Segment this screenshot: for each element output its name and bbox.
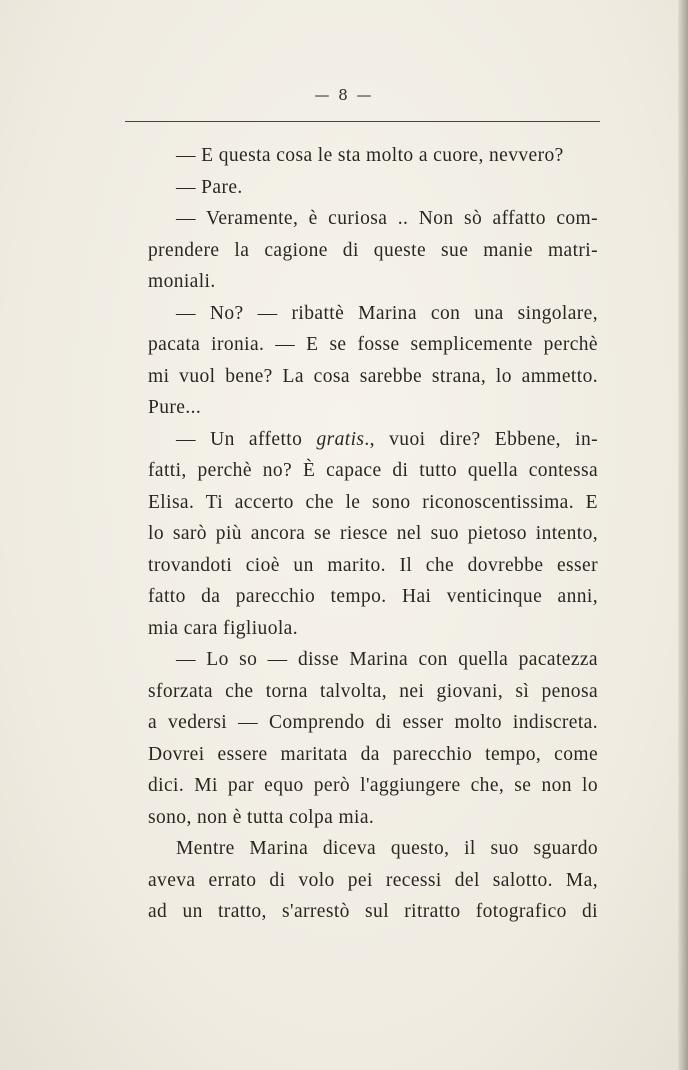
body-text (148, 140, 598, 928)
text-line: a vedersi — Comprendo di esser molto indiscreta. (148, 712, 598, 733)
text-line: sono, non è tutta colpa mia. (148, 806, 375, 828)
text-line: fatti, perchè no? È capace di tutto quella contessa (148, 460, 598, 481)
text-line: fatto da parecchio tempo. Hai venticinque anni, (148, 586, 598, 607)
text-line: prendere la cagione di queste sue manie matri- (148, 239, 598, 261)
text-line: trovandoti cioè un marito. Il che dovrebbe esser (148, 554, 598, 576)
text-line: — No? — ribattè Marina con una singolare, (176, 302, 598, 324)
text-segment: — Un affetto (176, 428, 317, 450)
text-segment: ., vuoi dire? Ebbene, in- (364, 428, 598, 450)
text-line: Mentre Marina diceva questo, il suo sguardo (176, 838, 598, 859)
text-line: Dovrei essere maritata da parecchio tempo, come (148, 743, 598, 765)
text-line: Pure... (148, 397, 202, 418)
text-line: moniali. (148, 271, 216, 292)
text-line: mi vuol bene? La cosa sarebbe strana, lo ammetto. (148, 365, 598, 387)
page-number: — 8 — (314, 86, 374, 104)
text-line: — E questa cosa le sta molto a cuore, nevvero? (176, 145, 564, 166)
text-line: — Lo so — disse Marina con quella pacatezza (176, 649, 598, 670)
text-line: Elisa. Ti accerto che le sono riconoscentissima. E (148, 491, 598, 513)
text-line: mia cara figliuola. (148, 617, 298, 639)
text-line: sforzata che torna talvolta, nei giovani, sì penosa (148, 680, 598, 702)
header-rule (125, 121, 600, 122)
italic-word: gratis (316, 428, 365, 450)
text-line: pacata ironia. — E se fosse semplicemente perchè (148, 334, 598, 355)
text-line: dici. Mi par equo però l'aggiungere che, se non lo (148, 775, 598, 796)
text-line: — Veramente, è curiosa .. Non sò affatto com- (176, 208, 598, 229)
text-line: aveva errato di volo pei recessi del salotto. Ma, (148, 869, 598, 891)
text-line: ad un tratto, s'arrestò sul ritratto fotografico di (148, 901, 598, 922)
page-edge-shadow (678, 0, 688, 1070)
text-line (148, 424, 598, 456)
text-line: lo sarò più ancora se riesce nel suo pietoso intento, (148, 523, 598, 544)
text-line: — Pare. (176, 176, 243, 198)
